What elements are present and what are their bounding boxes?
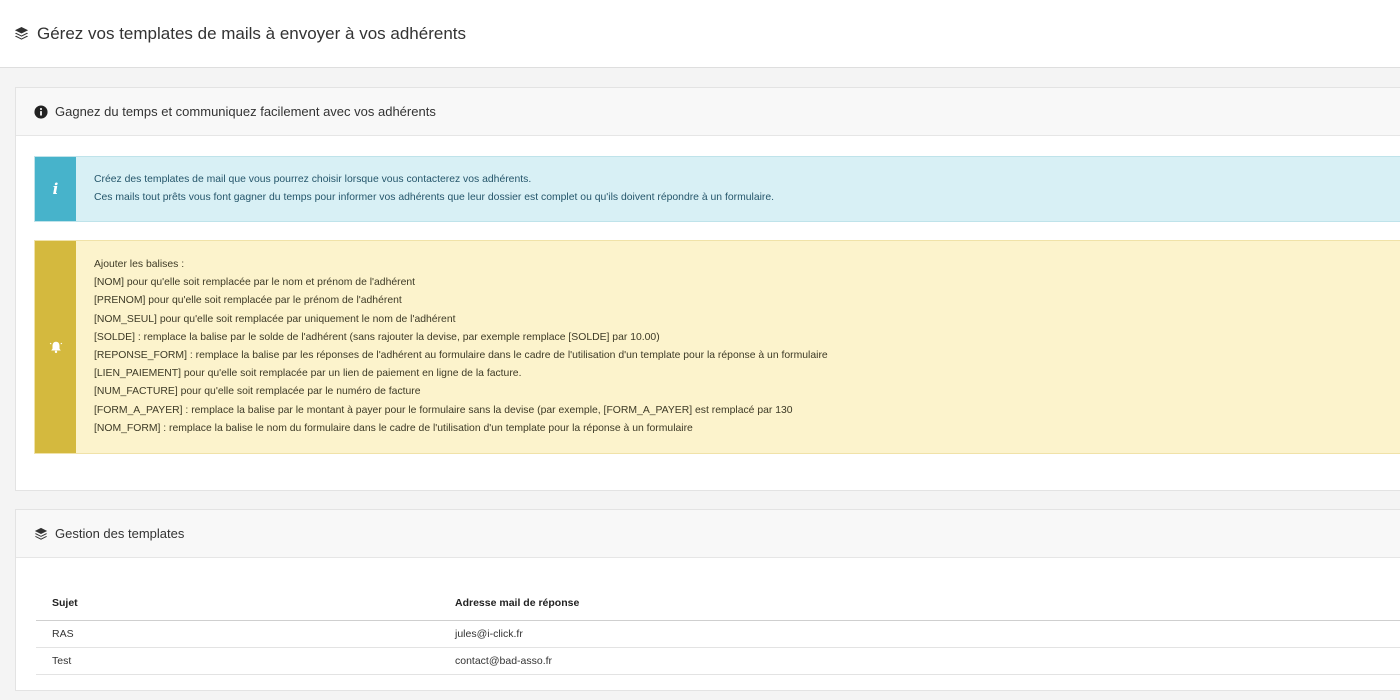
warning-alert bbox=[34, 240, 1400, 454]
templates-card-title: Gestion des templates bbox=[55, 526, 185, 541]
info-alert bbox=[34, 156, 1400, 222]
info-card-title: Gagnez du temps et communiquez facilement avec vos adhérents bbox=[55, 104, 436, 119]
warning-alert-line: [REPONSE_FORM] : remplace la balise par les réponses de l'adhérent au formulaire dans le cadre de l'utilisation d'un template pour la réponse à un formulaire bbox=[94, 350, 828, 362]
layers-icon bbox=[14, 26, 29, 41]
info-circle-icon bbox=[34, 105, 48, 119]
table-row[interactable] bbox=[36, 647, 1400, 674]
bell-icon bbox=[49, 340, 63, 354]
cell-subject[interactable]: Test bbox=[36, 647, 439, 674]
info-card bbox=[15, 87, 1400, 491]
layers-icon bbox=[34, 527, 48, 541]
cell-subject[interactable]: RAS bbox=[36, 620, 439, 647]
warning-alert-line: [PRENOM] pour qu'elle soit remplacée par le prénom de l'adhérent bbox=[94, 295, 402, 307]
warning-alert-line: [NOM] pour qu'elle soit remplacée par le nom et prénom de l'adhérent bbox=[94, 277, 416, 289]
table-row[interactable] bbox=[36, 620, 1400, 647]
column-header-reply-email[interactable]: Adresse mail de réponse bbox=[439, 586, 1400, 620]
table-header-row bbox=[36, 586, 1400, 620]
warning-alert-line: [NOM_SEUL] pour qu'elle soit remplacée par uniquement le nom de l'adhérent bbox=[94, 313, 456, 325]
cell-reply-email[interactable]: jules@i-click.fr bbox=[439, 620, 1400, 647]
page-header bbox=[0, 0, 1400, 68]
info-card-header bbox=[16, 88, 1400, 136]
warning-alert-line: [FORM_A_PAYER] : remplace la balise par le montant à payer pour le formulaire sans la devise (par exemple, [FORM_A_PAYER] est remplacé par 130 bbox=[94, 404, 793, 416]
column-header-subject[interactable]: Sujet bbox=[36, 586, 439, 620]
warning-alert-line: [NOM_FORM] : remplace la balise le nom du formulaire dans le cadre de l'utilisation d'un template pour la réponse à un formulaire bbox=[94, 422, 693, 434]
info-alert-line: Créez des templates de mail que vous pourrez choisir lorsque vous contacterez vos adhérents. bbox=[94, 174, 532, 185]
cell-reply-email[interactable]: contact@bad-asso.fr bbox=[439, 647, 1400, 674]
templates-card-header bbox=[16, 510, 1400, 558]
page-title: Gérez vos templates de mails à envoyer à vos adhérents bbox=[37, 23, 466, 43]
info-icon: i bbox=[52, 180, 59, 198]
info-alert-text bbox=[76, 157, 792, 221]
warning-alert-line: Ajouter les balises : bbox=[94, 259, 185, 270]
warning-alert-line: [NUM_FACTURE] pour qu'elle soit remplacée par le numéro de facture bbox=[94, 386, 421, 398]
warning-alert-line: [LIEN_PAIEMENT] pour qu'elle soit remplacée par un lien de paiement en ligne de la facture. bbox=[94, 368, 522, 380]
info-alert-line: Ces mails tout prêts vous font gagner du temps pour informer vos adhérents que leur dossier est complet ou qu'ils doivent répondre à un formulaire. bbox=[94, 192, 775, 204]
templates-card bbox=[15, 509, 1400, 691]
warning-alert-text bbox=[76, 241, 846, 453]
warning-alert-line: [SOLDE] : remplace la balise par le solde de l'adhérent (sans rajouter la devise, par exemple remplace [SOLDE] par 10.00) bbox=[94, 331, 660, 343]
templates-table bbox=[36, 586, 1400, 675]
